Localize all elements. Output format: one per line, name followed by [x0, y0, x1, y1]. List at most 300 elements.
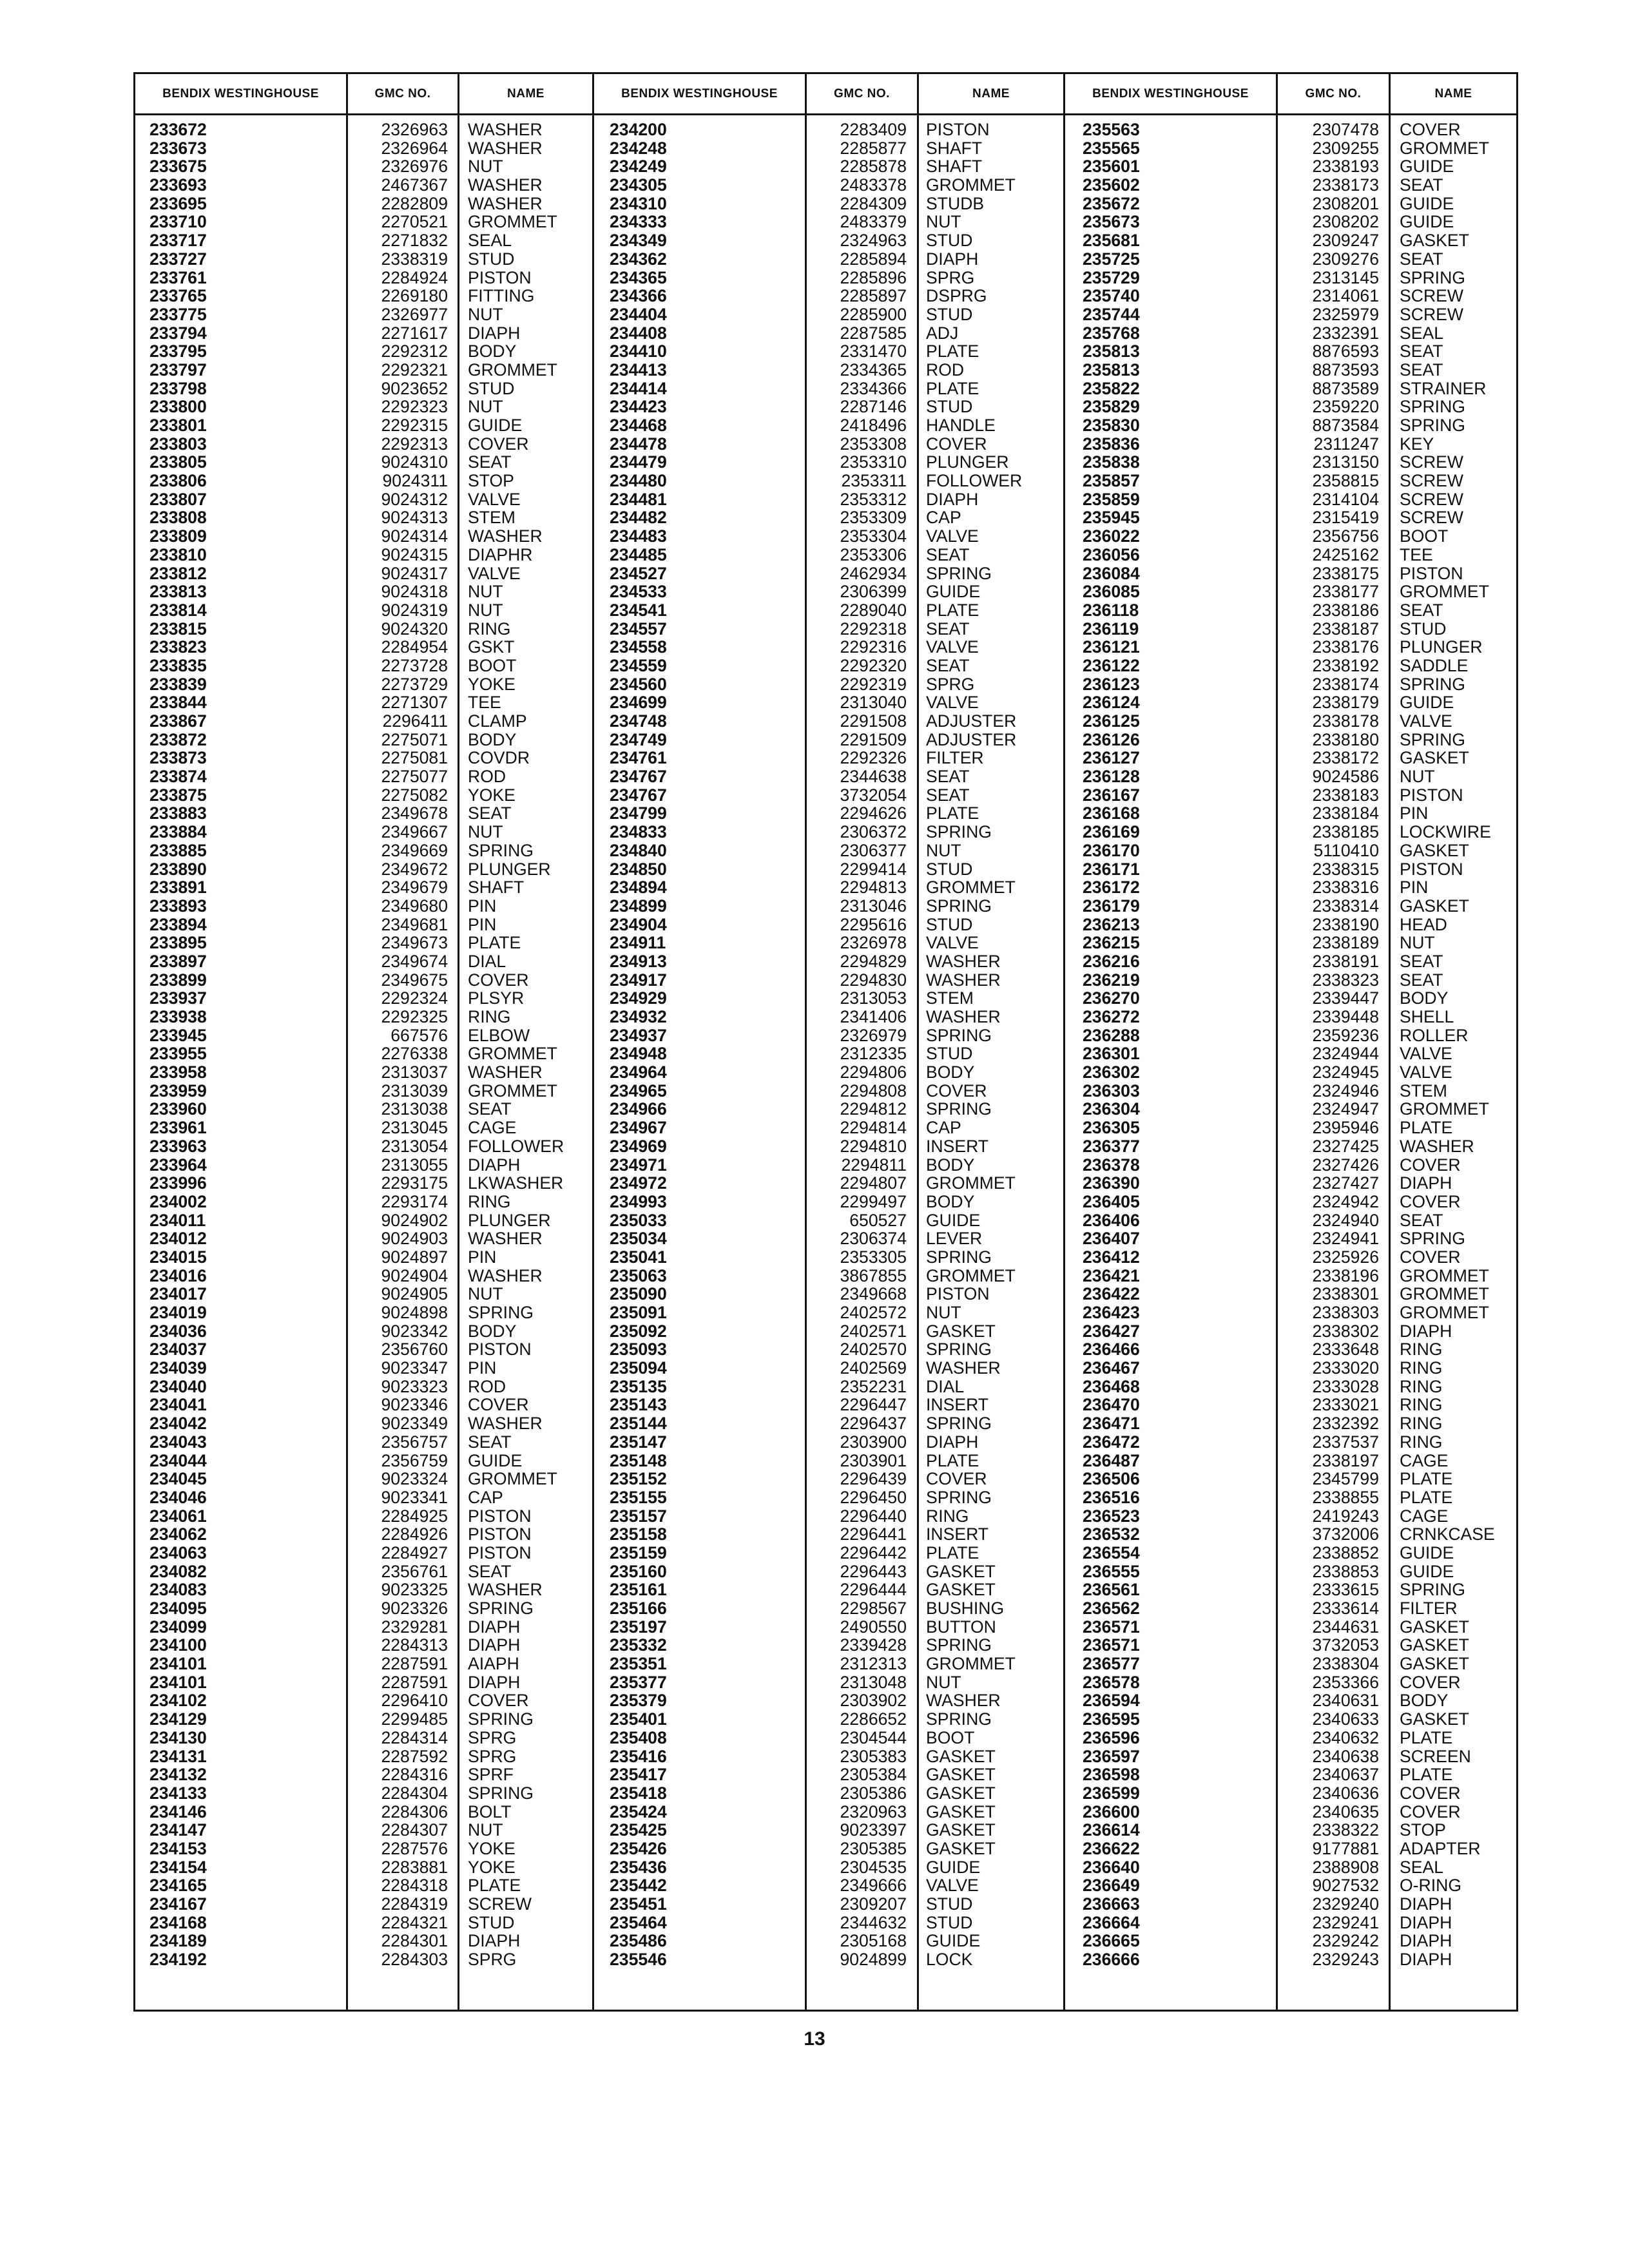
table-cell: 2349674	[381, 951, 448, 971]
table-cell: 2338192	[1312, 655, 1379, 675]
table-cell: 235041	[610, 1247, 667, 1267]
table-cell: 234533	[610, 582, 667, 602]
table-cell: DIAPH	[468, 1931, 521, 1951]
table-cell: 236595	[1083, 1709, 1140, 1729]
table-cell: SEAT	[1400, 175, 1443, 195]
table-cell: 233945	[149, 1025, 207, 1045]
table-cell: PISTON	[1400, 785, 1463, 805]
table-cell: 235148	[610, 1450, 667, 1470]
table-cell: STUD	[468, 1912, 515, 1932]
table-cell: 235090	[610, 1284, 667, 1304]
table-cell: 2483378	[840, 175, 907, 195]
table-cell: 234913	[610, 951, 667, 971]
table-cell: 235033	[610, 1210, 667, 1230]
table-cell: 234937	[610, 1025, 667, 1045]
table-cell: 235377	[610, 1672, 667, 1692]
table-cell: 2333614	[1312, 1599, 1379, 1618]
table-cell: STRAINER	[1400, 378, 1487, 398]
table-cell: SPRING	[926, 1025, 992, 1045]
table-cell: 234767	[610, 785, 667, 805]
table-cell: SHAFT	[926, 157, 983, 177]
table-cell: 9024315	[381, 544, 448, 564]
table-cell: 2324946	[1312, 1081, 1379, 1100]
table-cell: SEAT	[468, 452, 512, 472]
table-cell: 236599	[1083, 1783, 1140, 1803]
table-cell: 236421	[1083, 1265, 1140, 1285]
table-cell: 9023325	[381, 1580, 448, 1600]
table-cell: 236554	[1083, 1542, 1140, 1562]
table-cell: 2303902	[840, 1691, 907, 1711]
table-cell: 235565	[1083, 138, 1140, 158]
table-cell: 2338179	[1312, 693, 1379, 713]
table-cell: YOKE	[468, 1857, 516, 1877]
table-cell: SPRING	[926, 1340, 992, 1360]
table-cell: 2306372	[840, 822, 907, 842]
table-cell: 2296447	[840, 1395, 907, 1415]
column-divider	[1276, 74, 1278, 2010]
table-cell: 2334365	[840, 360, 907, 380]
table-cell: 236304	[1083, 1099, 1140, 1119]
table-cell: 233805	[149, 452, 207, 472]
table-cell: 2296441	[840, 1524, 907, 1544]
table-cell: 234748	[610, 711, 667, 731]
table-cell: 2338322	[1312, 1820, 1379, 1840]
table-cell: GASKET	[1400, 1635, 1469, 1655]
table-cell: 2287146	[840, 397, 907, 417]
table-cell: 2324963	[840, 231, 907, 251]
header-gmc-3: GMC NO.	[1305, 86, 1362, 101]
table-cell: 2306374	[840, 1229, 907, 1249]
table-cell: 236600	[1083, 1802, 1140, 1821]
table-cell: DIAPH	[1400, 1950, 1452, 1970]
table-cell: 236084	[1083, 563, 1140, 583]
table-cell: STEM	[1400, 1081, 1447, 1100]
table-cell: 234850	[610, 859, 667, 879]
table-cell: 2349678	[381, 803, 448, 823]
table-cell: 2332392	[1312, 1414, 1379, 1434]
table-cell: GROMMET	[1400, 1284, 1489, 1304]
table-cell: 2353305	[840, 1247, 907, 1267]
table-cell: 235092	[610, 1321, 667, 1341]
table-cell: 2292323	[381, 397, 448, 417]
table-cell: 2312335	[840, 1044, 907, 1064]
table-cell: 2356759	[381, 1450, 448, 1470]
table-cell: 2333028	[1312, 1376, 1379, 1396]
table-cell: 2284309	[840, 193, 907, 213]
table-cell: 2283409	[840, 120, 907, 139]
table-header	[135, 74, 1516, 115]
table-cell: 2324941	[1312, 1229, 1379, 1249]
table-cell: 2294812	[840, 1099, 907, 1119]
table-cell: 236127	[1083, 748, 1140, 768]
table-cell: VALVE	[468, 489, 521, 509]
table-cell: 2338187	[1312, 619, 1379, 639]
table-cell: 234558	[610, 637, 667, 657]
table-cell: 234833	[610, 822, 667, 842]
table-cell: HEAD	[1400, 914, 1447, 934]
table-cell: 8873589	[1312, 378, 1379, 398]
table-cell: 2293175	[381, 1173, 448, 1193]
table-cell: GUIDE	[926, 1210, 981, 1230]
table-cell: 2296450	[840, 1487, 907, 1507]
table-cell: SEAL	[1400, 323, 1444, 343]
header-name-1: NAME	[507, 86, 545, 101]
table-cell: 2292315	[381, 416, 448, 435]
table-cell: 234305	[610, 175, 667, 195]
table-cell: FITTING	[468, 286, 535, 306]
table-cell: 2419243	[1312, 1506, 1379, 1526]
table-cell: 234041	[149, 1395, 207, 1415]
table-cell: 235602	[1083, 175, 1140, 195]
table-cell: 233812	[149, 563, 207, 583]
table-cell: PIN	[468, 896, 497, 916]
table-cell: 236598	[1083, 1765, 1140, 1785]
table-cell: 236666	[1083, 1950, 1140, 1970]
table-cell: 236303	[1083, 1081, 1140, 1100]
table-cell: 2490550	[840, 1617, 907, 1637]
table-cell: CLAMP	[468, 711, 527, 731]
table-cell: 2284321	[381, 1912, 448, 1932]
table-cell: 2308202	[1312, 212, 1379, 232]
table-cell: 235143	[610, 1395, 667, 1415]
table-cell: 234972	[610, 1173, 667, 1193]
table-cell: 2276338	[381, 1044, 448, 1064]
table-cell: 236121	[1083, 637, 1140, 657]
table-cell: 9023349	[381, 1414, 448, 1434]
table-cell: 234404	[610, 304, 667, 324]
table-cell: SPRING	[926, 896, 992, 916]
gmc-column-1	[354, 120, 448, 1969]
table-cell: GROMMET	[926, 175, 1016, 195]
column-divider	[346, 74, 348, 2010]
table-cell: 236427	[1083, 1321, 1140, 1341]
table-cell: SPRING	[926, 1247, 992, 1267]
table-cell: 2338197	[1312, 1450, 1379, 1470]
table-cell: SPRING	[926, 1414, 992, 1434]
table-cell: WASHER	[1400, 1136, 1474, 1156]
table-cell: 235725	[1083, 249, 1140, 269]
table-cell: WASHER	[468, 193, 543, 213]
table-cell: AIAPH	[468, 1654, 519, 1674]
table-cell: TEE	[1400, 544, 1433, 564]
table-cell: 2295616	[840, 914, 907, 934]
group-divider	[592, 74, 594, 2010]
table-cell: PLUNGER	[468, 1210, 551, 1230]
table-cell: 235416	[610, 1746, 667, 1766]
table-cell: PLSYR	[468, 988, 525, 1008]
table-cell: 236471	[1083, 1414, 1140, 1434]
table-cell: RING	[468, 1191, 511, 1211]
table-cell: 234147	[149, 1820, 207, 1840]
table-cell: 234468	[610, 416, 667, 435]
table-cell: 9024902	[381, 1210, 448, 1230]
table-cell: 2312313	[840, 1654, 907, 1674]
table-cell: 234560	[610, 674, 667, 694]
table-cell: RING	[468, 1007, 511, 1026]
table-cell: SEAT	[1400, 341, 1443, 361]
table-cell: 2344632	[840, 1912, 907, 1932]
table-cell: 236532	[1083, 1524, 1140, 1544]
table-cell: 234541	[610, 600, 667, 620]
table-cell: 2275071	[381, 729, 448, 749]
table-cell: 2273728	[381, 655, 448, 675]
table-cell: 236171	[1083, 859, 1140, 879]
table-cell: DIAPH	[468, 323, 521, 343]
table-cell: SCREW	[1400, 508, 1463, 528]
table-cell: 2338855	[1312, 1487, 1379, 1507]
table-cell: 236288	[1083, 1025, 1140, 1045]
table-cell: DIAPH	[1400, 1912, 1452, 1932]
table-cell: 235740	[1083, 286, 1140, 306]
table-cell: GROMMET	[468, 1469, 557, 1489]
table-cell: 9024903	[381, 1229, 448, 1249]
table-cell: 235152	[610, 1469, 667, 1489]
table-cell: PLATE	[1400, 1118, 1453, 1138]
table-cell: DIAPH	[926, 489, 979, 509]
table-cell: 235161	[610, 1580, 667, 1600]
table-cell: 234479	[610, 452, 667, 472]
table-cell: SCREW	[1400, 452, 1463, 472]
table-cell: 234349	[610, 231, 667, 251]
table-cell: 9023324	[381, 1469, 448, 1489]
table-cell: 236168	[1083, 803, 1140, 823]
table-cell: SCREEN	[1400, 1746, 1471, 1766]
table-cell: 2313037	[381, 1062, 448, 1082]
table-cell: 235379	[610, 1691, 667, 1711]
table-cell: GROMMET	[1400, 1303, 1489, 1322]
table-cell: YOKE	[468, 785, 516, 805]
table-cell: BOOT	[1400, 526, 1449, 546]
table-cell: DIAPH	[1400, 1931, 1452, 1951]
table-cell: 2344631	[1312, 1617, 1379, 1637]
table-cell: 2309255	[1312, 138, 1379, 158]
table-cell: 2339448	[1312, 1007, 1379, 1026]
table-cell: 2333648	[1312, 1340, 1379, 1360]
table-cell: SPRG	[468, 1746, 517, 1766]
table-cell: SCREW	[468, 1894, 532, 1914]
table-cell: 2294807	[840, 1173, 907, 1193]
table-cell: 234154	[149, 1857, 207, 1877]
table-cell: 234423	[610, 397, 667, 417]
table-cell: 234017	[149, 1284, 207, 1304]
table-cell: 234249	[610, 157, 667, 177]
table-cell: 233961	[149, 1118, 207, 1138]
table-cell: STOP	[1400, 1820, 1446, 1840]
table-cell: COVER	[468, 434, 529, 454]
table-cell: 2340632	[1312, 1727, 1379, 1747]
table-cell: 2284307	[381, 1820, 448, 1840]
table-cell: 233964	[149, 1155, 207, 1175]
table-cell: GASKET	[926, 1580, 996, 1600]
table-cell: 2296439	[840, 1469, 907, 1489]
table-cell: 2313046	[840, 896, 907, 916]
table-cell: 234062	[149, 1524, 207, 1544]
table-cell: 233959	[149, 1081, 207, 1100]
table-cell: 2313055	[381, 1155, 448, 1175]
table-cell: 2294813	[840, 878, 907, 898]
table-cell: 235838	[1083, 452, 1140, 472]
table-cell: 233996	[149, 1173, 207, 1193]
table-cell: 236594	[1083, 1691, 1140, 1711]
table-cell: INSERT	[926, 1136, 989, 1156]
table-cell: 9024904	[381, 1265, 448, 1285]
table-cell: COVER	[468, 1395, 529, 1415]
table-cell: 2286652	[840, 1709, 907, 1729]
table-cell: 234894	[610, 878, 667, 898]
table-cell: 2329241	[1312, 1912, 1379, 1932]
table-cell: 236422	[1083, 1284, 1140, 1304]
table-cell: BUTTON	[926, 1617, 996, 1637]
table-cell: PLATE	[1400, 1765, 1453, 1785]
table-cell: 9024586	[1312, 767, 1379, 787]
table-cell: 2292312	[381, 341, 448, 361]
table-cell: 236466	[1083, 1340, 1140, 1360]
table-cell: 2329243	[1312, 1950, 1379, 1970]
table-cell: 2353310	[840, 452, 907, 472]
table-cell: 233806	[149, 471, 207, 491]
table-cell: ADJUSTER	[926, 711, 1017, 731]
table-cell: 2284925	[381, 1506, 448, 1526]
table-cell: YOKE	[468, 674, 516, 694]
table-cell: 235197	[610, 1617, 667, 1637]
table-cell: WASHER	[468, 1580, 543, 1600]
table-cell: 236123	[1083, 674, 1140, 694]
table-cell: 236412	[1083, 1247, 1140, 1267]
table-cell: 2333021	[1312, 1395, 1379, 1415]
table-cell: 2338302	[1312, 1321, 1379, 1341]
table-cell: 235093	[610, 1340, 667, 1360]
table-cell: SPRING	[468, 1709, 534, 1729]
table-cell: 2296410	[381, 1691, 448, 1711]
table-cell: 2353304	[840, 526, 907, 546]
table-cell: 2340636	[1312, 1783, 1379, 1803]
table-cell: SEAT	[926, 785, 970, 805]
table-cell: 9024898	[381, 1303, 448, 1322]
table-cell: 2353308	[840, 434, 907, 454]
table-cell: SPRG	[468, 1727, 517, 1747]
table-cell: 233884	[149, 822, 207, 842]
table-cell: 234966	[610, 1099, 667, 1119]
table-cell: 2338196	[1312, 1265, 1379, 1285]
table-cell: 9023397	[840, 1820, 907, 1840]
table-cell: 234129	[149, 1709, 207, 1729]
table-cell: 236270	[1083, 988, 1140, 1008]
table-cell: 233894	[149, 914, 207, 934]
table-cell: COVER	[1400, 1672, 1461, 1692]
table-cell: SHAFT	[926, 138, 983, 158]
table-cell: 236126	[1083, 729, 1140, 749]
table-cell: 236571	[1083, 1617, 1140, 1637]
table-cell: 9024314	[381, 526, 448, 546]
table-cell: 2303901	[840, 1450, 907, 1470]
table-cell: 236665	[1083, 1931, 1140, 1951]
table-cell: GROMMET	[468, 1044, 557, 1064]
table-cell: 233938	[149, 1007, 207, 1026]
table-cell: O-RING	[1400, 1876, 1462, 1896]
table-cell: ADJUSTER	[926, 729, 1017, 749]
table-cell: WASHER	[468, 1229, 543, 1249]
table-cell: 235601	[1083, 157, 1140, 177]
table-cell: ROLLER	[1400, 1025, 1469, 1045]
table-cell: 2287591	[381, 1672, 448, 1692]
table-cell: 233835	[149, 655, 207, 675]
table-cell: 236170	[1083, 840, 1140, 860]
table-cell: 233798	[149, 378, 207, 398]
table-cell: 234043	[149, 1432, 207, 1452]
table-cell: SEAT	[1400, 970, 1443, 990]
table-cell: 235451	[610, 1894, 667, 1914]
table-cell: 9024320	[381, 619, 448, 639]
table-cell: PLATE	[926, 341, 979, 361]
table-cell: 650527	[849, 1210, 907, 1230]
table-cell: 235813	[1083, 341, 1140, 361]
table-cell: NUT	[468, 582, 503, 602]
table-cell: STUD	[926, 1894, 973, 1914]
table-cell: 2304535	[840, 1857, 907, 1877]
table-cell: 236122	[1083, 655, 1140, 675]
table-cell: NUT	[468, 304, 503, 324]
table-cell: 2353312	[840, 489, 907, 509]
table-cell: SEAT	[1400, 951, 1443, 971]
table-cell: BODY	[1400, 1691, 1449, 1711]
table-cell: GASKET	[1400, 231, 1469, 251]
table-cell: 2339447	[1312, 988, 1379, 1008]
table-cell: RING	[1400, 1432, 1443, 1452]
table-cell: DIAL	[468, 951, 506, 971]
table-cell: 235442	[610, 1876, 667, 1896]
table-cell: NUT	[468, 1284, 503, 1304]
table-cell: VALVE	[926, 526, 979, 546]
table-cell: 2349680	[381, 896, 448, 916]
table-cell: PISTON	[468, 1340, 532, 1360]
table-cell: PISTON	[468, 1506, 532, 1526]
table-cell: SHAFT	[468, 878, 525, 898]
name-column-3	[1400, 120, 1519, 1969]
table-cell: 2315419	[1312, 508, 1379, 528]
table-cell: SADDLE	[1400, 655, 1469, 675]
table-cell: 2333020	[1312, 1358, 1379, 1378]
table-cell: 2338323	[1312, 970, 1379, 990]
table-cell: 2345799	[1312, 1469, 1379, 1489]
table-cell: GROMMET	[468, 212, 557, 232]
table-cell: 234168	[149, 1912, 207, 1932]
table-cell: 9024319	[381, 600, 448, 620]
table-cell: 2313053	[840, 988, 907, 1008]
table-cell: 2356761	[381, 1561, 448, 1581]
table-cell: 2402572	[840, 1303, 907, 1322]
table-cell: 234840	[610, 840, 667, 860]
table-cell: 234101	[149, 1654, 207, 1674]
table-cell: 233893	[149, 896, 207, 916]
table-cell: 235418	[610, 1783, 667, 1803]
table-cell: COVER	[1400, 1802, 1461, 1821]
table-cell: 234165	[149, 1876, 207, 1896]
table-cell: 2324940	[1312, 1210, 1379, 1230]
table-cell: 2313039	[381, 1081, 448, 1100]
table-cell: 236622	[1083, 1838, 1140, 1858]
table-cell: WASHER	[468, 1414, 543, 1434]
table-cell: 2271617	[381, 323, 448, 343]
table-cell: PLATE	[926, 600, 979, 620]
table-cell: DIAPH	[926, 249, 979, 269]
table-cell: BOOT	[468, 655, 517, 675]
table-cell: 234527	[610, 563, 667, 583]
column-divider	[805, 74, 807, 2010]
table-cell: 235424	[610, 1802, 667, 1821]
table-cell: PIN	[468, 1358, 497, 1378]
table-cell: 2395946	[1312, 1118, 1379, 1138]
table-cell: 236562	[1083, 1599, 1140, 1618]
